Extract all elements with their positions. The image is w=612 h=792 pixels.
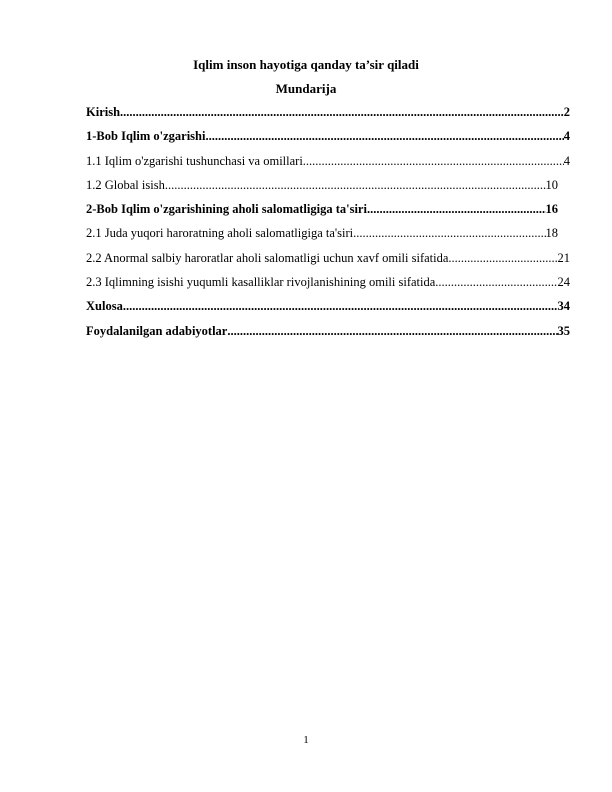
page-number: 1 [303,734,309,746]
toc-entry-page: 4 [563,129,570,144]
toc-entry-label: 2.1 Juda yuqori haroratning aholi salomatligiga ta'siri [86,226,354,241]
toc-dot-leader [165,177,546,194]
toc-dot-leader [448,250,557,267]
toc-entry-label: 2.3 Iqlimning isishi yuqumli kasalliklar rivojlanishining omili sifatida [86,275,436,290]
toc-entry-section-2-3[interactable] [86,274,570,298]
toc-entry-page: 16 [545,202,558,217]
toc-entry-page: 18 [545,226,558,241]
toc-entry-label: 1.2 Global isish [86,177,165,192]
toc-entry-page: 4 [563,153,570,168]
toc-entry-section-1-1[interactable] [86,153,570,177]
toc-dot-leader [367,201,546,218]
toc-entry-page: 35 [557,323,570,338]
toc-dot-leader [353,225,545,242]
toc-entry-section-2-1[interactable] [86,225,558,249]
toc-entry-label: 2-Bob Iqlim o'zgarishining aholi salomatligiga ta'siri [86,202,367,217]
toc-dot-leader [303,153,564,170]
toc-entry-label: 2.2 Anormal salbiy haroratlar aholi salomatligi uchun xavf omili sifatida [86,250,449,265]
toc-dot-leader [123,298,558,315]
toc-entry-label: 1-Bob Iqlim o'zgarishi [86,129,206,144]
toc-entry-references[interactable] [86,323,570,347]
document-title: Iqlim inson hayotiga qanday ta’sir qiladi [193,57,419,72]
toc-entry-label: Kirish [86,105,121,119]
toc-heading: Mundarija [275,81,337,96]
toc-entry-page: 10 [545,177,558,192]
toc-entry-section-1-2[interactable] [86,177,558,201]
table-of-contents [86,104,570,347]
toc-dot-leader [227,323,557,340]
toc-entry-page: 21 [557,250,570,265]
toc-entry-chapter-2[interactable] [86,201,558,225]
toc-entry-section-2-2[interactable] [86,250,570,274]
toc-entry-label: 1.1 Iqlim o'zgarishi tushunchasi va omillari [86,153,303,168]
toc-entry-xulosa[interactable] [86,298,570,322]
toc-entry-page: 24 [557,275,570,290]
toc-entry-kirish[interactable] [86,104,570,128]
toc-entry-page: 2 [563,105,570,119]
toc-entry-label: Foydalanilgan adabiyotlar [86,323,228,338]
toc-entry-chapter-1[interactable] [86,128,570,152]
toc-entry-label: Xulosa [86,299,123,314]
toc-entry-page: 34 [557,299,570,314]
toc-dot-leader [205,128,563,145]
toc-dot-leader [120,104,564,121]
toc-dot-leader [435,274,557,291]
